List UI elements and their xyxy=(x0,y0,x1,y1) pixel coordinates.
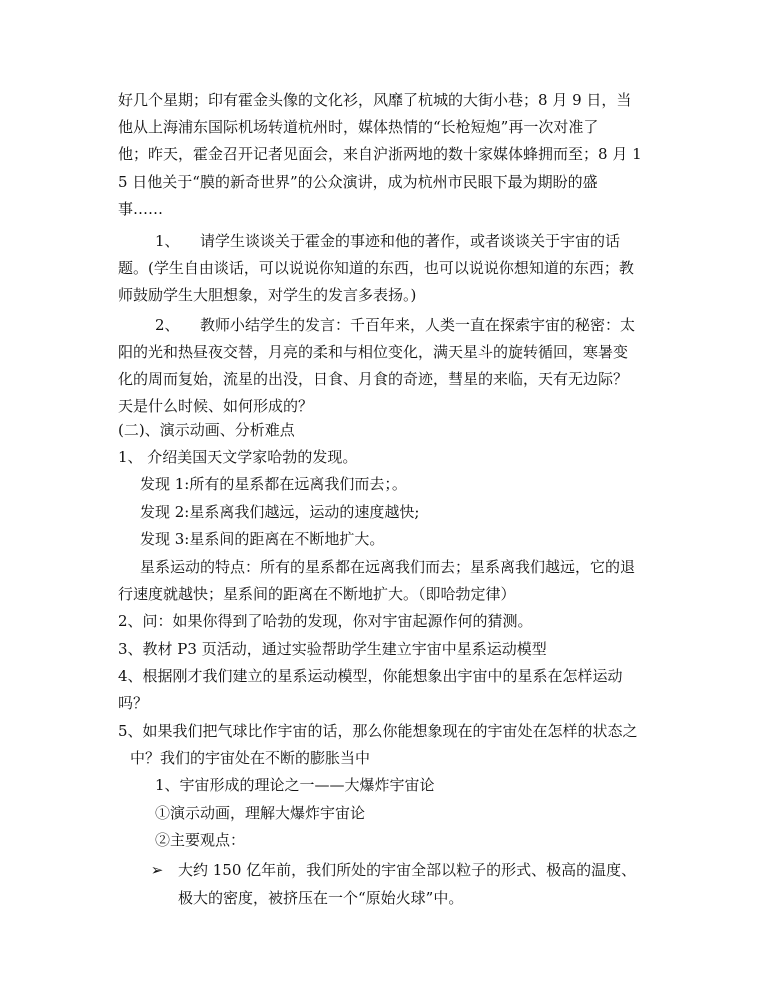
theory-heading: 1、宇宙形成的理论之一——大爆炸宇宙论 xyxy=(155,776,435,794)
step2-line-2: 阳的光和热昼夜交替，月亮的柔和与相位变化，满天星斗的旋转循回，寒暑变 xyxy=(118,343,629,361)
intro-line-2: 他从上海浦东国际机场转道杭州时，媒体热情的“长枪短炮”再一次对准了 xyxy=(118,118,599,136)
step1-number: 1、 xyxy=(155,232,180,250)
step1-line-3: 师鼓励学生大胆想象，对学生的发言多表扬。) xyxy=(118,286,417,304)
item-1: 1、 介绍美国天文学家哈勃的发现。 xyxy=(118,448,358,466)
intro-line-3: 他；昨天，霍金召开记者见面会，来自沪浙两地的数十家媒体蜂拥而至；8 月 1 xyxy=(118,145,642,163)
item-3: 3、教材 P3 页活动，通过实验帮助学生建立宇宙中星系运动模型 xyxy=(118,640,547,658)
bullet-line-2: 极大的密度，被挤压在一个“原始火球”中。 xyxy=(178,889,464,907)
item-4-line-2: 吗？ xyxy=(118,694,149,712)
arrow-bullet-icon: ➢ xyxy=(150,861,164,879)
item-2: 2、问：如果你得到了哈勃的发现，你对宇宙起源作何的猜测。 xyxy=(118,612,533,630)
step1-line-1: 请学生谈谈关于霍金的事迹和他的著作，或者谈谈关于宇宙的话 xyxy=(200,232,621,250)
discovery-1: 发现 1:所有的星系都在远离我们而去；。 xyxy=(140,475,407,493)
theory-sub-2: ②主要观点： xyxy=(155,831,246,849)
theory-sub-1: ①演示动画，理解大爆炸宇宙论 xyxy=(155,804,366,822)
item-5-line-2: 中？我们的宇宙处在不断的膨胀当中 xyxy=(130,749,371,767)
item-4-line-1: 4、根据刚才我们建立的星系运动模型，你能想象出宇宙中的星系在怎样运动 xyxy=(118,667,623,685)
step2-line-4: 天是什么时候、如何形成的？ xyxy=(118,397,314,415)
intro-line-5: 事…… xyxy=(118,200,164,218)
step1-line-2: 题。(学生自由谈话，可以说说你知道的东西，也可以说说你想知道的东西；教 xyxy=(118,259,634,277)
discovery-3: 发现 3:星系间的距离在不断地扩大。 xyxy=(140,530,385,548)
motion-line-2: 行速度就越快；星系间的距离在不断地扩大。（即哈勃定律） xyxy=(118,585,516,603)
step2-number: 2、 xyxy=(155,316,180,334)
step2-line-1: 教师小结学生的发言：千百年来，人类一直在探索宇宙的秘密：太 xyxy=(200,316,636,334)
item-5-line-1: 5、如果我们把气球比作宇宙的话，那么你能想象现在的宇宙处在怎样的状态之 xyxy=(118,722,638,740)
intro-line-4: 5 日他关于“膜的新奇世界”的公众演讲，成为杭州市民眼下最为期盼的盛 xyxy=(118,173,598,191)
discovery-2: 发现 2:星系离我们越远，运动的速度越快; xyxy=(140,503,420,521)
bullet-line-1: 大约 150 亿年前，我们所处的宇宙全部以粒子的形式、极高的温度、 xyxy=(178,861,637,879)
step2-line-3: 化的周而复始，流星的出没，日食、月食的奇迹，彗星的来临，天有无边际？ xyxy=(118,370,629,388)
intro-line-1: 好几个星期；印有霍金头像的文化衫，风靡了杭城的大街小巷；8 月 9 日，当 xyxy=(118,91,632,109)
motion-line-1: 星系运动的特点：所有的星系都在远离我们而去；星系离我们越远，它的退 xyxy=(140,558,636,576)
section-heading: (二)、演示动画、分析难点 xyxy=(118,421,295,439)
